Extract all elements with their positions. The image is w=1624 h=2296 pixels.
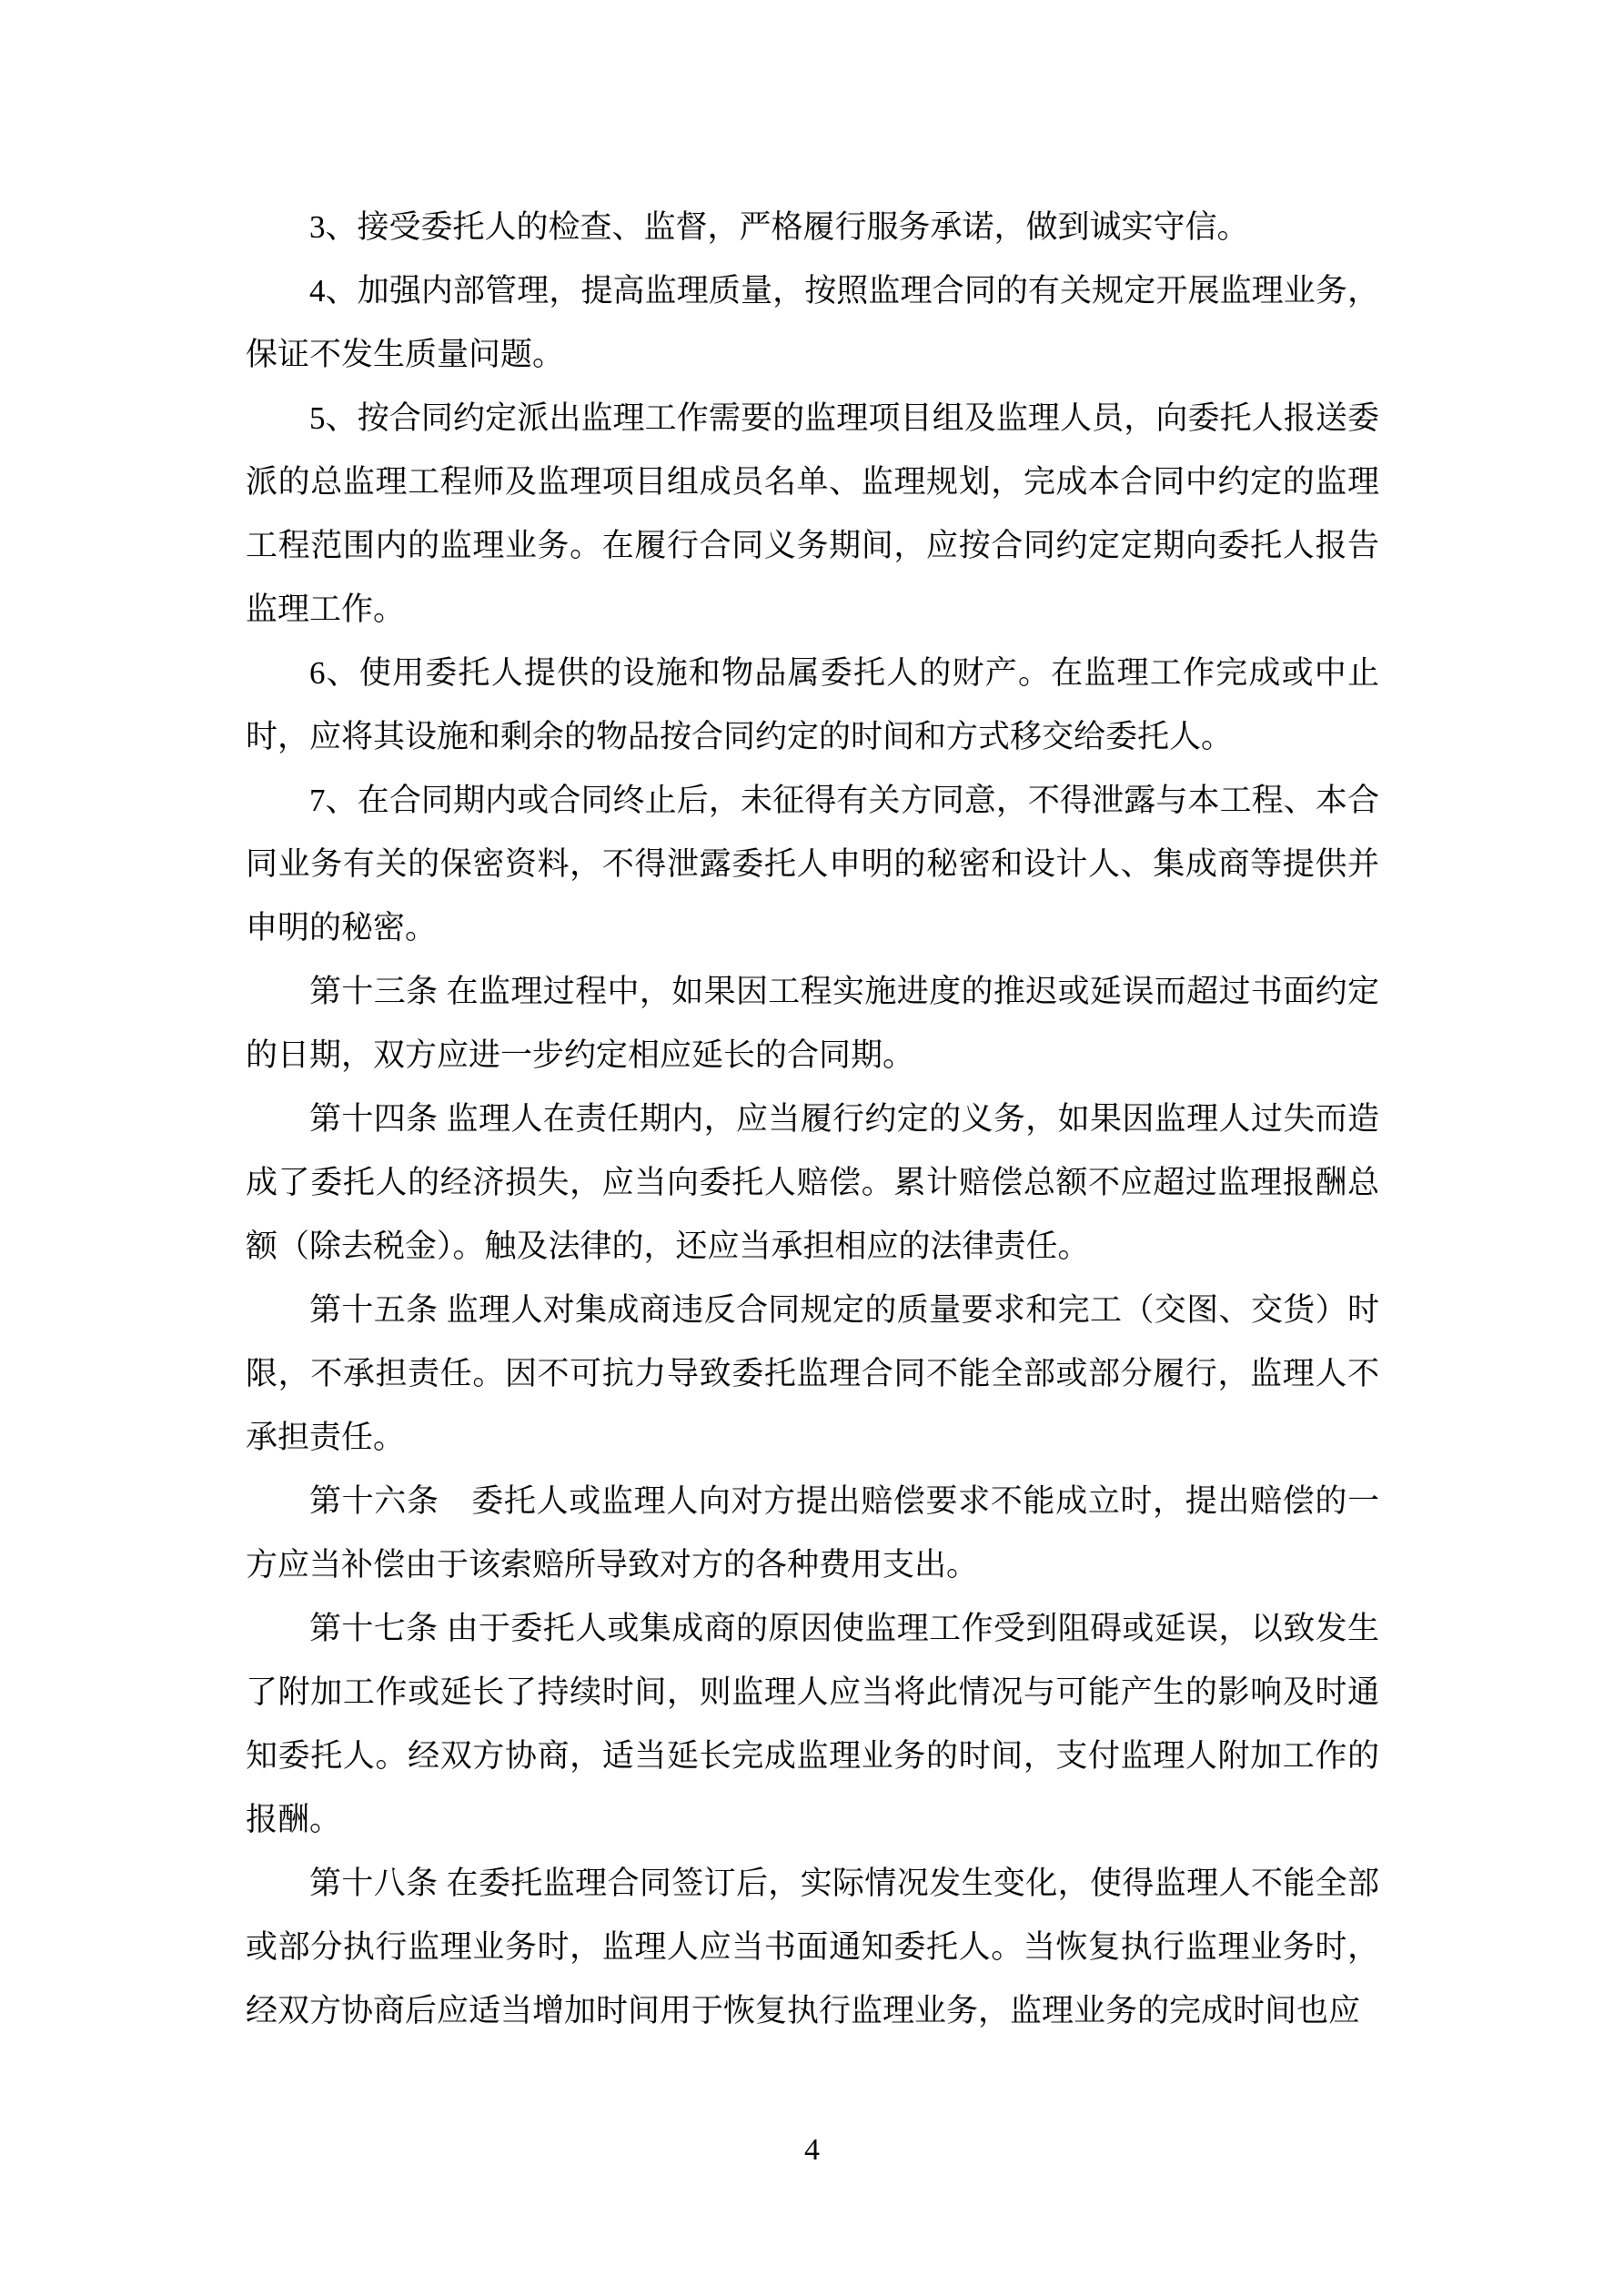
paragraph: 第十三条 在监理过程中，如果因工程实施进度的推迟或延误而超过书面约定的日期，双方应进一步约定相应延长的合同期。 (246, 974, 1379, 1073)
document-body (246, 196, 1379, 2043)
paragraph: 7、在合同期内或合同终止后，未征得有关方同意，不得泄露与本工程、本合同业务有关的保密资料，不得泄露委托人申明的秘密和设计人、集成商等提供并申明的秘密。 (246, 783, 1379, 946)
paragraph: 第十八条 在委托监理合同签订后，实际情况发生变化，使得监理人不能全部或部分执行监理业务时，监理人应当书面通知委托人。当恢复执行监理业务时，经双方协商后应适当增加时间用于恢复执行监理业务，监理业务的完成时间也应 (246, 1866, 1379, 2028)
paragraph: 第十四条 监理人在责任期内，应当履行约定的义务，如果因监理人过失而造成了委托人的经济损失，应当向委托人赔偿。累计赔偿总额不应超过监理报酬总额（除去税金）。触及法律的，还应当承担相应的法律责任。 (246, 1101, 1379, 1264)
paragraph: 4、加强内部管理，提高监理质量，按照监理合同的有关规定开展监理业务，保证不发生质量问题。 (246, 273, 1379, 372)
paragraph: 5、按合同约定派出监理工作需要的监理项目组及监理人员，向委托人报送委派的总监理工程师及监理项目组成员名单、监理规划，完成本合同中约定的监理工程范围内的监理业务。在履行合同义务期间，应按合同约定定期向委托人报告监理工作。 (246, 400, 1379, 627)
paragraph: 第十七条 由于委托人或集成商的原因使监理工作受到阻碍或延误，以致发生了附加工作或延长了持续时间，则监理人应当将此情况与可能产生的影响及时通知委托人。经双方协商，适当延长完成监理业务的时间，支付监理人附加工作的报酬。 (246, 1611, 1379, 1837)
paragraph: 第十六条 委托人或监理人向对方提出赔偿要求不能成立时，提出赔偿的一方应当补偿由于该索赔所导致对方的各种费用支出。 (246, 1483, 1379, 1583)
page-number: 4 (804, 2133, 820, 2167)
paragraph: 第十五条 监理人对集成商违反合同规定的质量要求和完工（交图、交货）时限，不承担责任。因不可抗力导致委托监理合同不能全部或部分履行，监理人不承担责任。 (246, 1292, 1379, 1455)
paragraph: 3、接受委托人的检查、监督，严格履行服务承诺，做到诚实守信。 (309, 209, 1249, 245)
paragraph: 6、使用委托人提供的设施和物品属委托人的财产。在监理工作完成或中止时，应将其设施和剩余的物品按合同约定的时间和方式移交给委托人。 (246, 655, 1379, 754)
